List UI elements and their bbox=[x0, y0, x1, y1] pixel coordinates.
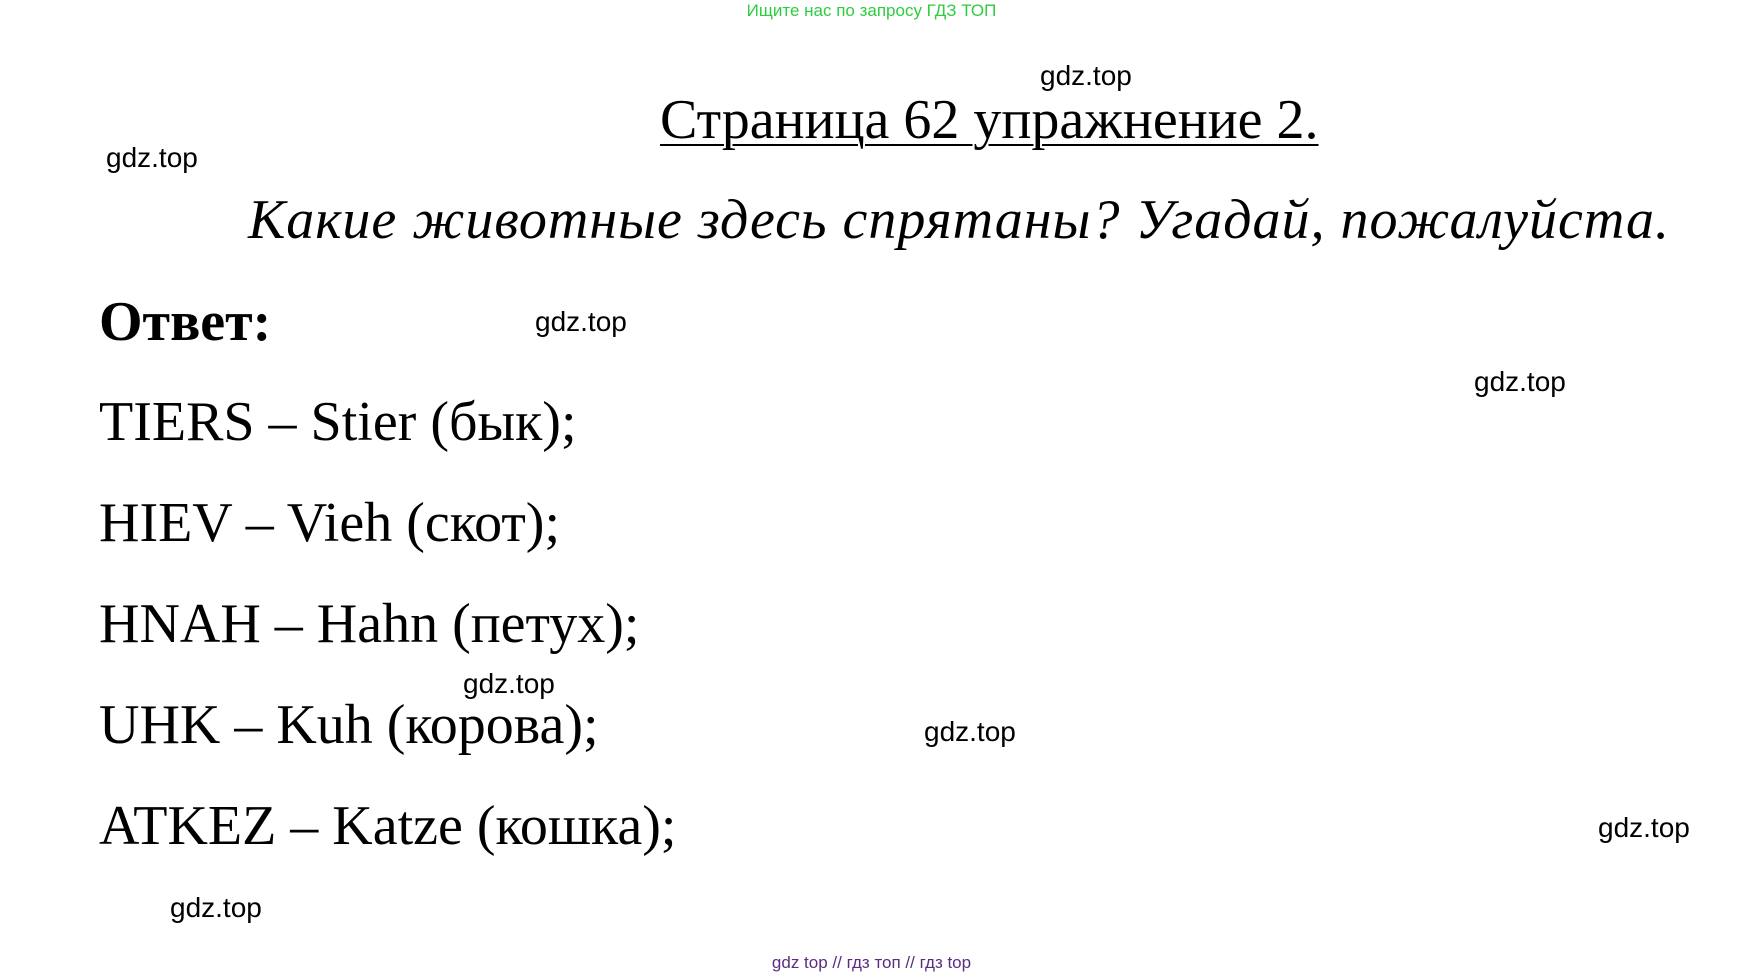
watermark: gdz.top bbox=[463, 668, 555, 699]
footer-links: gdz top // гдз топ // гдз top bbox=[771, 953, 972, 972]
answer-item: ATKEZ – Katze (кошка); bbox=[99, 795, 677, 857]
top-banner: Ищите нас по запросу ГДЗ ТОП bbox=[746, 1, 997, 20]
watermark: gdz.top bbox=[170, 892, 262, 923]
page-title: Страница 62 упражнение 2. bbox=[660, 89, 1319, 151]
answer-item: UHK – Kuh (корова); bbox=[99, 694, 599, 756]
answer-item: HIEV – Vieh (скот); bbox=[99, 492, 561, 554]
watermark: gdz.top bbox=[106, 142, 198, 173]
watermark: gdz.top bbox=[1598, 812, 1690, 843]
watermark: gdz.top bbox=[535, 306, 627, 337]
answer-list bbox=[99, 390, 676, 895]
answer-label: Ответ: bbox=[99, 291, 272, 353]
exercise-question: Какие животные здесь спрятаны? Угадай, пожалуйста. bbox=[248, 189, 1670, 251]
watermark: gdz.top bbox=[1474, 366, 1566, 397]
watermark: gdz.top bbox=[924, 716, 1016, 747]
answer-item: HNAH – Hahn (петух); bbox=[99, 593, 640, 655]
answer-item: TIERS – Stier (бык); bbox=[99, 391, 577, 453]
watermark: gdz.top bbox=[1040, 60, 1132, 91]
